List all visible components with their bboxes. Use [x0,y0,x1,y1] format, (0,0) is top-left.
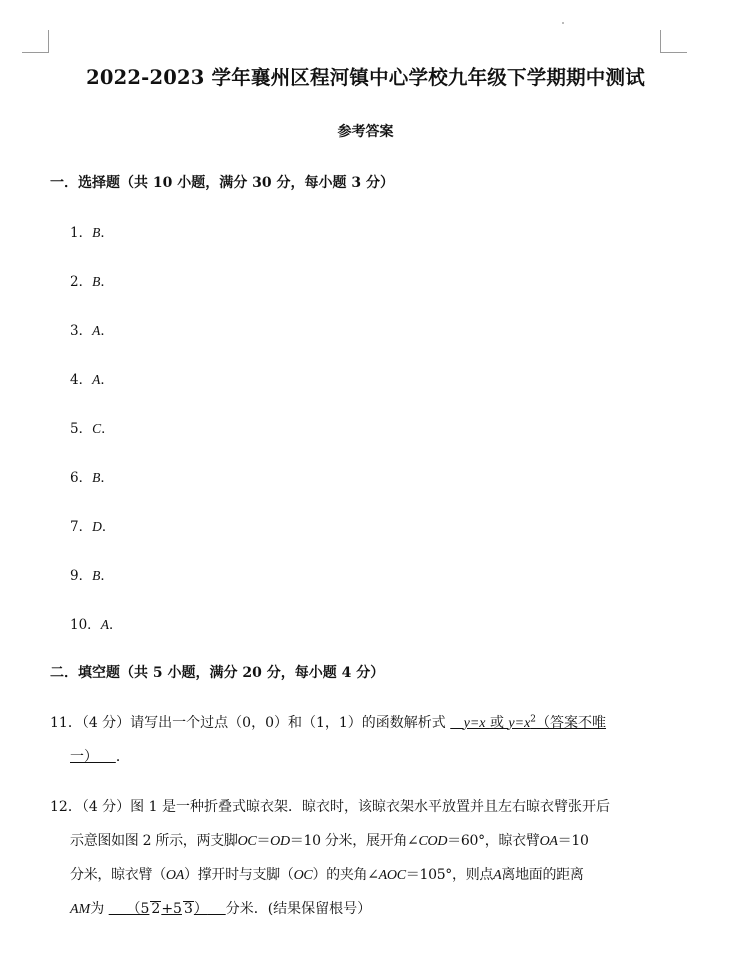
answer-plus: +5 [161,901,182,917]
answer-number: 1． [70,225,93,241]
q12-text: 离地面的距离 [501,867,584,883]
answer-period: ． [100,568,114,584]
q12-text: ＝60°，晾衣臂 [447,833,540,849]
q12-var: OC [293,868,313,883]
answer-choice: A [100,617,109,632]
section-heading-multiple-choice: 一．选择题（共 10 小题，满分 30 分，每小题 3 分） [50,175,394,191]
q12-text: ＝10 分米，展开角∠ [289,833,419,849]
answer-number: 9． [70,568,93,584]
answer-choice: B [92,274,101,289]
answer-number: 6． [70,470,93,486]
section-heading-fill-in: 二．填空题（共 5 小题，满分 20 分，每小题 4 分） [50,665,385,681]
sqrt-radicand: 3 [183,901,193,917]
answer-period: ． [100,470,114,486]
q12-text: 示意图如图 2 所示，两支脚 [70,833,238,849]
answer-open: （5 [126,901,150,917]
question-12-line4 [70,898,371,918]
answer-number: 7． [70,519,93,535]
q12-var: A [493,868,502,883]
answer-note-end: 一） [70,749,98,765]
answer-number: 4． [70,372,93,388]
q12-var: COD [418,834,448,849]
answer-item [70,221,114,241]
answer-note: （答案不唯 [536,715,607,731]
question-11-end: ． [115,749,130,765]
answer-expr-a: y=x [463,716,486,731]
answer-period: ． [101,519,116,535]
answer-choice: B [92,470,101,485]
page-corner-mark-top-left [22,30,49,53]
page-corner-mark-top-right [660,30,687,53]
answer-period: ． [100,323,114,339]
document-subtitle: 参考答案 [337,124,394,140]
answer-period: ． [108,617,123,633]
answer-close: ） [193,901,208,917]
answer-number: 10． [70,617,101,633]
q12-text: ＝105°，则点 [405,867,494,883]
question-11 [50,712,606,732]
answer-item [70,515,115,535]
q12-text: ）撑开时与支脚（ [183,867,294,883]
answer-period: ． [101,421,115,437]
answer-number: 3． [70,323,93,339]
q12-var: OD [270,834,290,849]
question-11-answer [450,715,606,731]
question-12-line1: 12．（4 分）图 1 是一种折叠式晾衣架．晾衣时，该晾衣架水平放置并且左右晾衣臂张开后 [50,799,610,815]
q12-var: AOC [378,868,406,883]
answer-exponent: 2 [530,714,537,725]
answer-item [70,368,114,388]
q12-var: OA [165,868,184,883]
q12-text: ＝10 [557,833,589,849]
q12-text: 分米，晾衣臂（ [70,867,166,883]
answer-or: 或 [489,715,504,731]
question-11-answer-cont [70,749,116,765]
question-12-line2 [70,830,589,850]
answer-choice: B [92,225,101,240]
question-12-end: 分米．(结果保留根号） [225,901,372,917]
q12-var: OC [237,834,257,849]
answer-period: ． [100,225,114,241]
answer-period: ． [100,372,114,388]
answer-expr-b: y=x [508,716,531,731]
answer-choice: D [92,519,102,534]
answer-item [70,564,114,584]
question-11-text: 11．（4 分）请写出一个过点（0，0）和（1，1）的函数解析式 [50,715,446,731]
question-12-line3 [70,864,584,884]
answer-choice: C [92,421,102,436]
q12-text: ）的夹角∠ [312,867,379,883]
q12-var: OA [539,834,558,849]
answer-number: 2． [70,274,93,290]
answer-item [70,417,115,437]
answer-choice: A [92,323,101,338]
sqrt-radicand: 2 [151,901,161,917]
answer-choice: B [92,568,101,583]
q12-var: AM [70,902,91,917]
answer-item [70,319,114,339]
answer-choice: A [92,372,101,387]
question-11-line2 [70,746,130,766]
answer-item [70,613,122,633]
question-12-answer [109,901,226,917]
answer-item [70,466,114,486]
document-title: 2022-2023 学年襄州区程河镇中心学校九年级下学期期中测试 [86,66,645,89]
answer-period: ． [100,274,114,290]
answer-item [70,270,114,290]
answer-number: 5． [70,421,93,437]
page-dot-mark [562,22,564,24]
q12-text: 为 [90,901,105,917]
q12-text: ＝ [256,833,271,849]
